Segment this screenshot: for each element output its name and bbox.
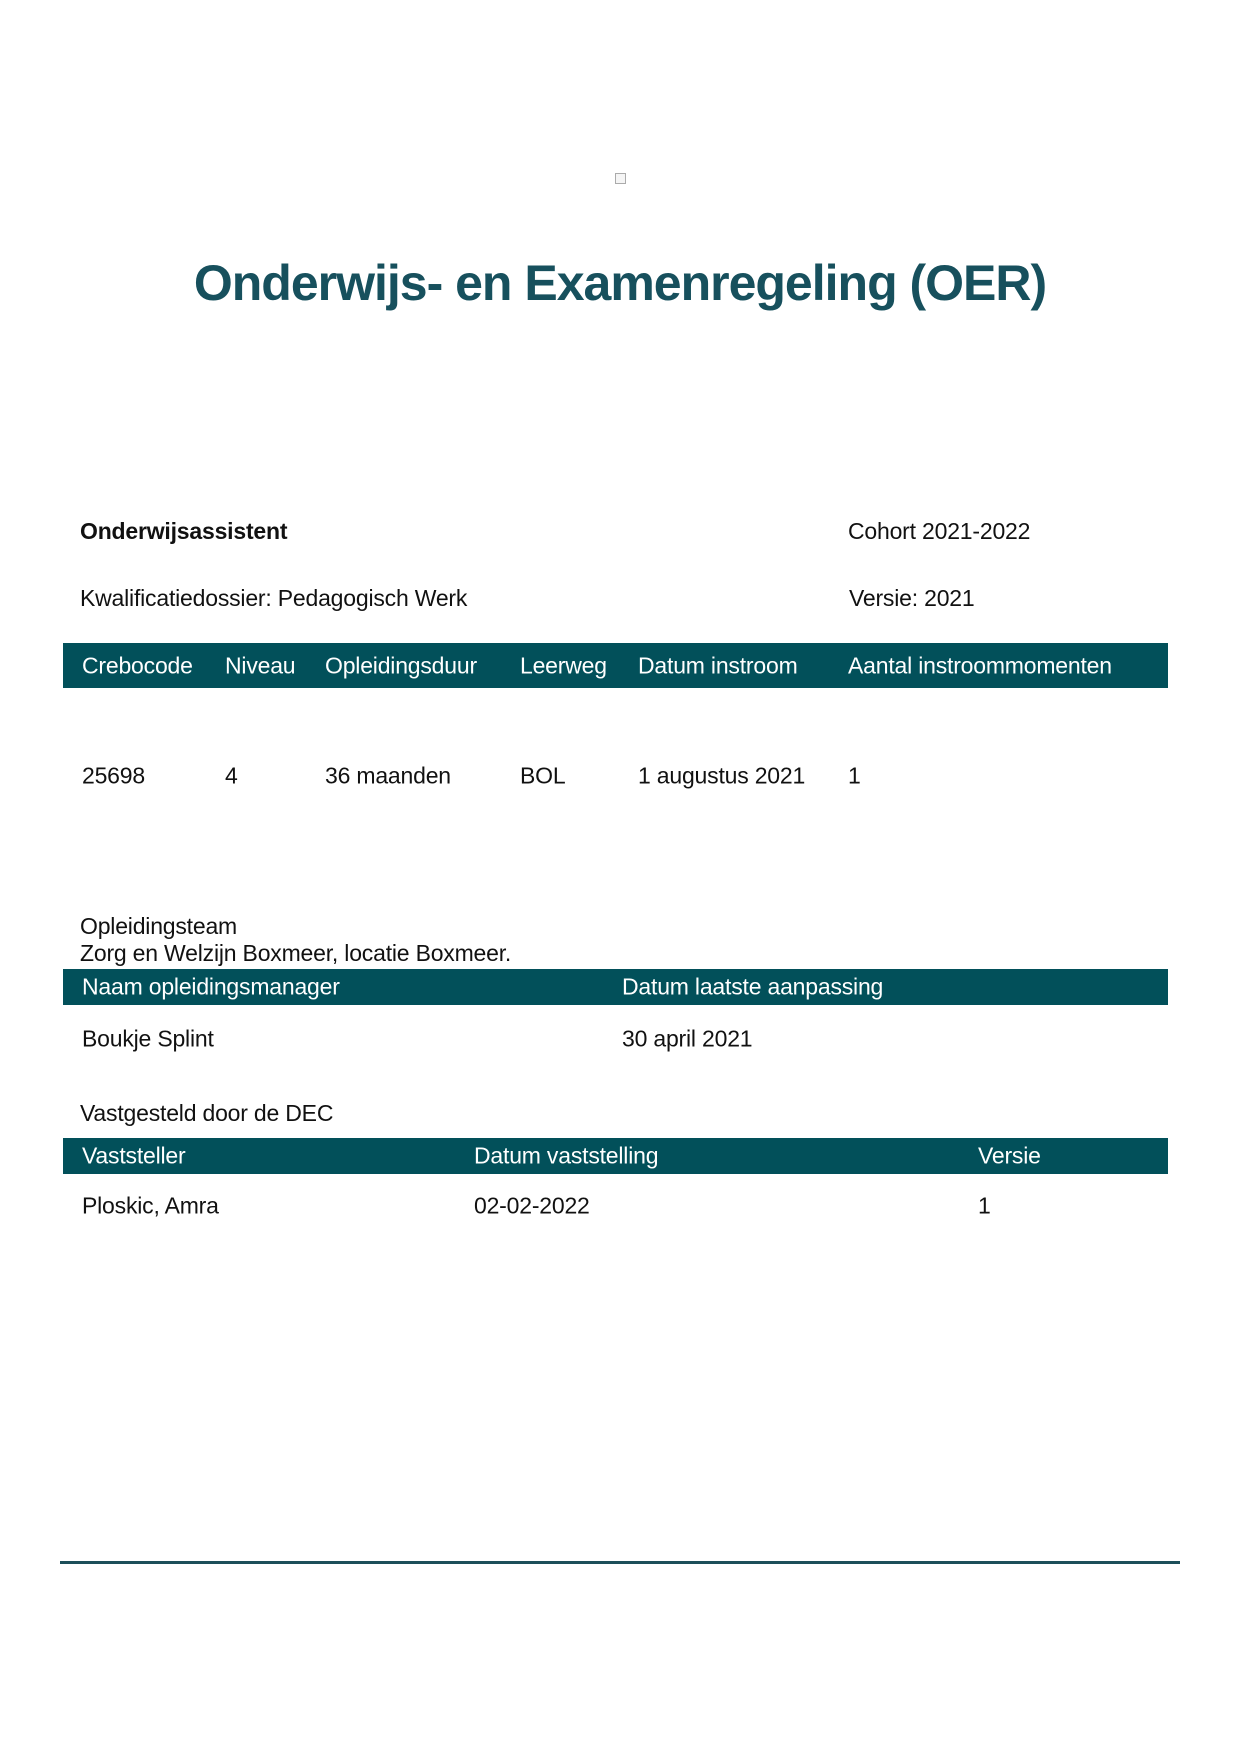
vaststeller-value: Ploskic, Amra [82, 1192, 219, 1218]
datum-instroom-value: 1 augustus 2021 [638, 762, 806, 788]
opleidingsduur-value: 36 maanden [325, 762, 451, 788]
manager-table-row [63, 1025, 1168, 1052]
column-header-naam-opleidingsmanager: Naam opleidingsmanager [82, 973, 340, 1000]
column-header-datum-vaststelling: Datum vaststelling [474, 1142, 659, 1169]
program-name: Onderwijsassistent [80, 518, 288, 544]
versie-value: 1 [978, 1192, 991, 1218]
column-header-aantal-instroommomenten: Aantal instroommomenten [848, 652, 1112, 678]
column-header-leerweg: Leerweg [520, 652, 607, 678]
opleidingsmanager-value: Boukje Splint [82, 1025, 214, 1051]
cohort-label: Cohort 2021-2022 [848, 518, 1031, 544]
niveau-value: 4 [225, 762, 238, 788]
datum-laatste-aanpassing-value: 30 april 2021 [622, 1025, 753, 1051]
broken-image-placeholder-icon [615, 173, 626, 184]
opleidingsteam-value: Zorg en Welzijn Boxmeer, locatie Boxmeer. [80, 940, 512, 966]
vastgesteld-label: Vastgesteld door de DEC [80, 1100, 334, 1126]
leerweg-value: BOL [520, 762, 566, 788]
column-header-crebocode: Crebocode [82, 652, 193, 678]
column-header-niveau: Niveau [225, 652, 296, 678]
opleidingsteam-label: Opleidingsteam [80, 913, 238, 939]
program-table-header [63, 643, 1168, 688]
approval-table-row [63, 1192, 1168, 1219]
column-header-vaststeller: Vaststeller [82, 1142, 186, 1169]
datum-vaststelling-value: 02-02-2022 [474, 1192, 590, 1218]
column-header-datum-instroom: Datum instroom [638, 652, 798, 678]
column-header-versie: Versie [978, 1142, 1041, 1169]
page-title: Onderwijs- en Examenregeling (OER) [193, 255, 1047, 311]
kwalificatiedossier-label: Kwalificatiedossier: Pedagogisch Werk [80, 585, 468, 611]
footer-divider [60, 1561, 1180, 1564]
program-table-row [63, 762, 1168, 789]
manager-table-header [63, 969, 1168, 1005]
column-header-datum-laatste-aanpassing: Datum laatste aanpassing [622, 973, 884, 1000]
approval-table-header [63, 1138, 1168, 1174]
aantal-instroommomenten-value: 1 [848, 762, 861, 788]
versie-label: Versie: 2021 [849, 585, 975, 611]
column-header-opleidingsduur: Opleidingsduur [325, 652, 477, 678]
crebocode-value: 25698 [82, 762, 145, 788]
